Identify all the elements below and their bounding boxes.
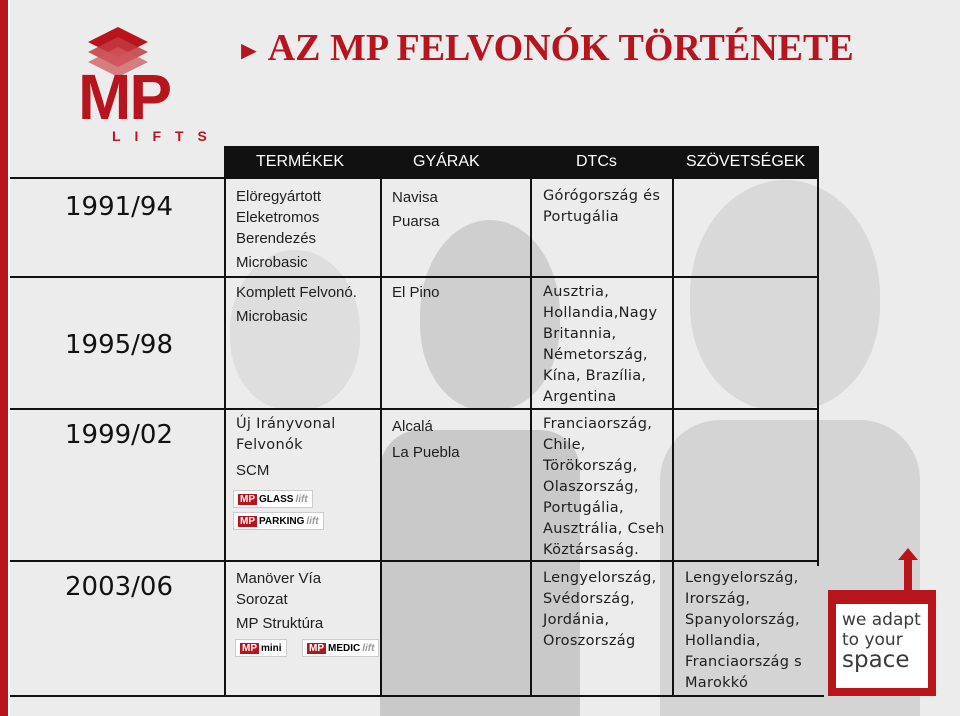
background-face-2 xyxy=(420,220,560,410)
logo-wordmark: MP xyxy=(78,61,170,133)
header-products: TERMÉKEK xyxy=(256,153,345,170)
year-1995-98: 1995/98 xyxy=(64,330,173,360)
header-alliances: SZÖVETSÉGEK xyxy=(686,153,806,170)
page-title xyxy=(236,26,854,70)
row4-dtcs: Lengyelország, Svédország, Jordánia, Oroszország xyxy=(543,570,657,649)
slogan-line-2: to your xyxy=(842,630,903,650)
slogan-line-1: we adapt xyxy=(842,610,921,630)
background-face-1 xyxy=(230,250,360,410)
up-arrow-icon xyxy=(898,548,918,596)
slogan-line-3: space xyxy=(842,647,910,673)
row3-products: Új Irányvonal Felvonók xyxy=(236,416,336,453)
table-header xyxy=(226,146,818,178)
header-dtcs: DTCs xyxy=(576,153,617,170)
title-arrow-icon: ► xyxy=(236,36,262,66)
year-2003-06: 2003/06 xyxy=(64,572,173,602)
row1-products: Elöregyártott Eleketromos Berendezés Microbasic xyxy=(236,188,322,271)
mp-mini-logo: MP mini xyxy=(235,639,287,657)
medic-lift-logo: MP MEDIC lift xyxy=(302,639,379,657)
glass-lift-logo: MP GLASS lift xyxy=(233,490,313,508)
parking-lift-logo: MP PARKING lift xyxy=(233,512,324,530)
row3-factories: Alcalá La Puebla xyxy=(392,418,460,461)
row2-dtcs: Ausztria, Hollandia,Nagy Britannia, Németország, Kína, Brazília, Argentina xyxy=(543,284,658,405)
left-accent-bar xyxy=(0,0,8,716)
row3-products-scm: SCM xyxy=(236,462,270,479)
row4-products: Manöver Vía Sorozat MP Struktúra xyxy=(236,570,324,632)
slogan-badge xyxy=(828,590,936,696)
title-text: AZ MP FELVONÓK TÖRTÉNETE xyxy=(267,27,854,69)
row2-factories: El Pino xyxy=(392,284,440,301)
row1-factories: Navisa Puarsa xyxy=(392,189,440,230)
header-factories: GYÁRAK xyxy=(413,153,480,170)
background-face-3 xyxy=(690,180,880,410)
year-1999-02: 1999/02 xyxy=(64,420,173,450)
row2-products: Komplett Felvonó. Microbasic xyxy=(236,284,357,325)
logo-subtitle: LIFTS xyxy=(112,128,221,144)
row1-dtcs: Górógország és Portugália xyxy=(543,188,661,225)
year-1991-94: 1991/94 xyxy=(64,192,173,222)
row3-dtcs: Franciaország, Chile, Törökország, Olaszország, Portugália, Ausztrália, Cseh Köztársaság. xyxy=(543,416,665,558)
row4-alliances: Lengyelország, Irország, Spanyolország, Hollandia, Franciaország s Marokkó xyxy=(685,570,802,691)
